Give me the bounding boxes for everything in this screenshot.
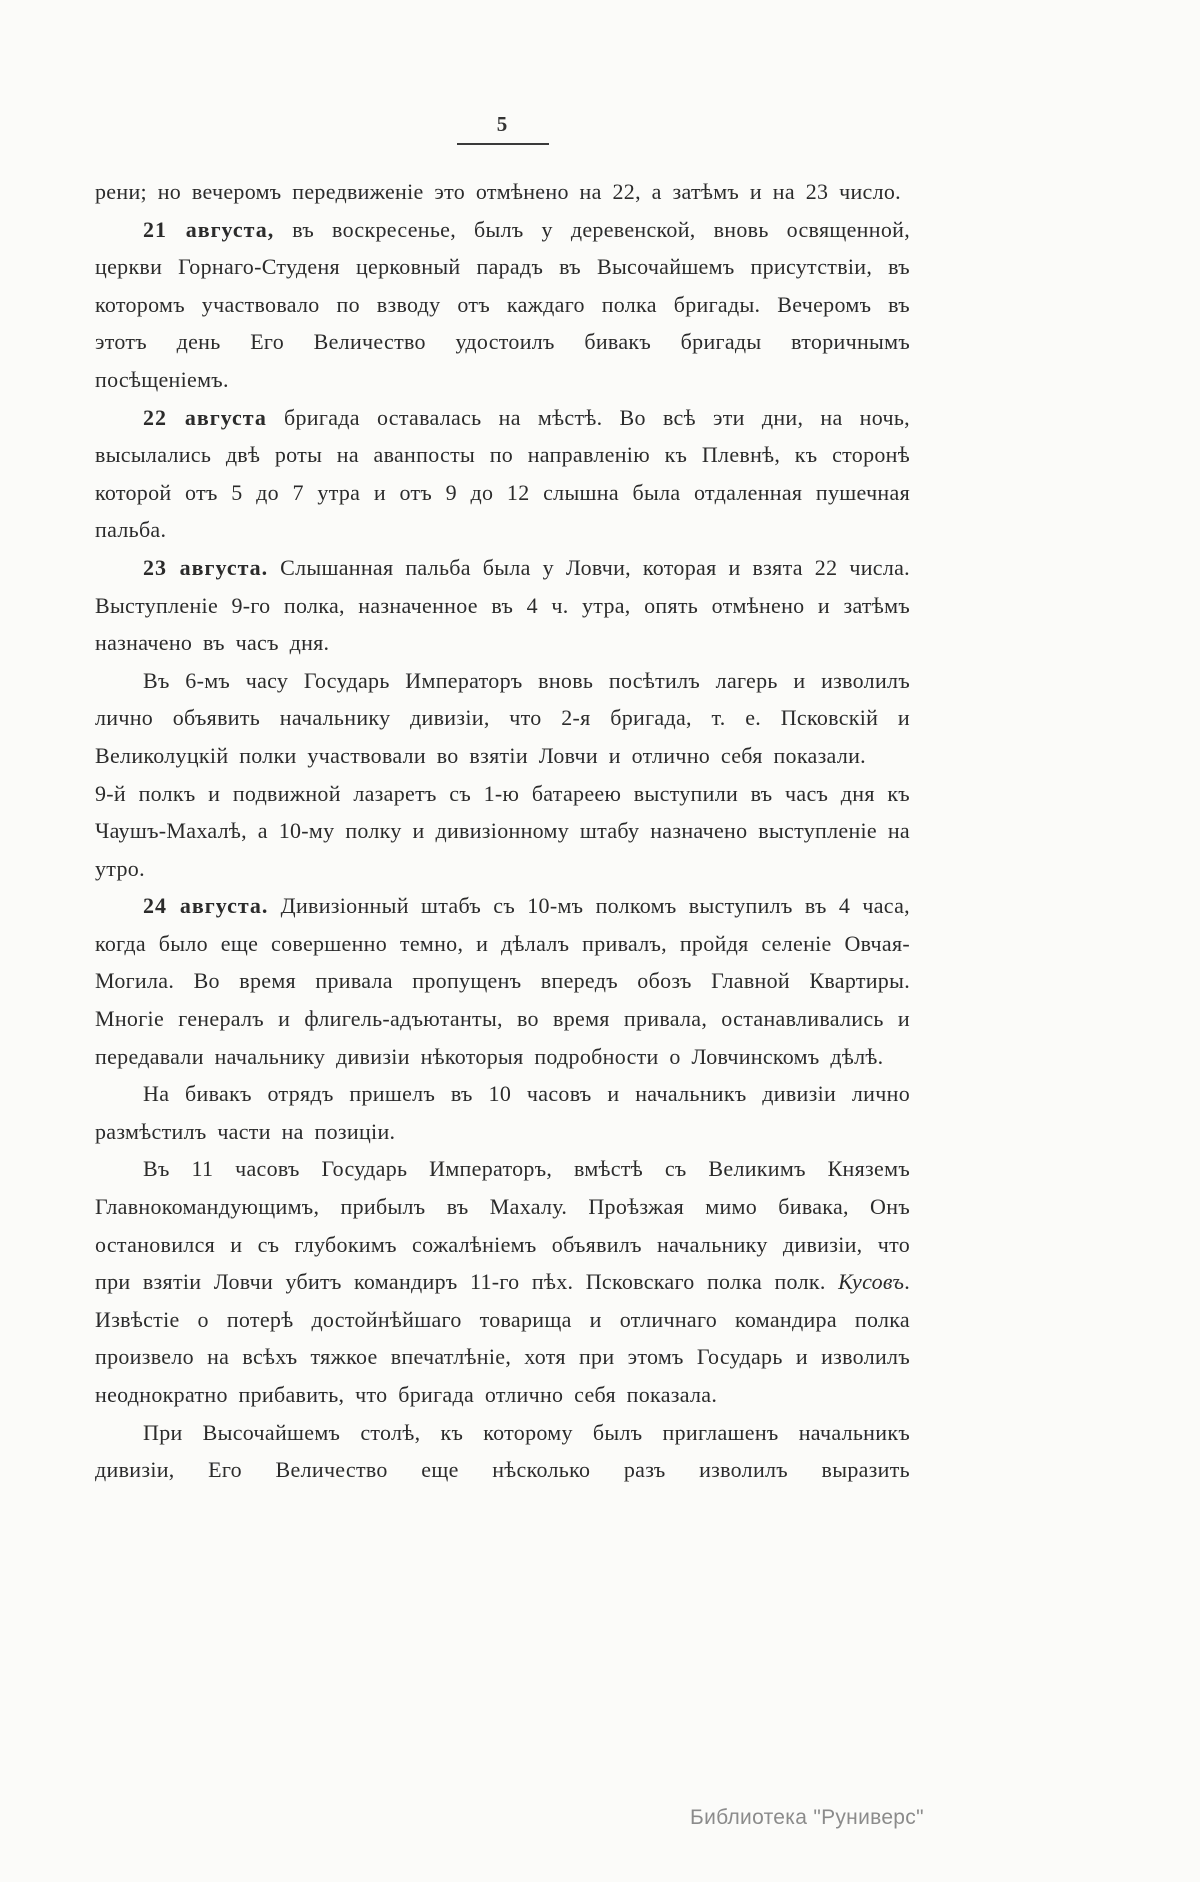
paragraph: [95, 662, 910, 775]
text-segment: При Высочайшемъ столѣ, къ которому былъ приглашенъ начальникъ дивизіи, Его Величество еще нѣсколько разъ изволилъ выразить: [95, 1419, 910, 1483]
text-segment: бригада оставалась на мѣстѣ. Во всѣ эти дни, на ночь, высылались двѣ роты на аванпосты по направленію къ Плевнѣ, къ сторонѣ которой отъ 5 до 7 утра и отъ 9 до 12 слышна была отдаленная пушечная пальба.: [95, 404, 910, 543]
text-segment: въ воскресенье, былъ у деревенской, вновь освященной, церкви Горнаго-Студеня церковный парадъ въ Высочайшемъ присутствіи, въ которомъ участвовало по взводу отъ каждаго полка бригады. Вечеромъ въ этотъ день Его Величество удостоилъ бивакъ бригады вторичнымъ посѣщеніемъ.: [95, 216, 910, 392]
page-number-rule: [457, 143, 549, 145]
text-segment: На бивакъ отрядъ пришелъ въ 10 часовъ и начальникъ дивизіи лично размѣстилъ части на позиціи.: [95, 1081, 910, 1144]
text-segment: Слышанная пальба была у Ловчи, которая и взята 22 числа. Выступленіе 9-го полка, назначенное въ 4 ч. утра, опять отмѣнено и затѣмъ назначено въ часъ дня.: [95, 554, 910, 656]
paragraph: [95, 173, 910, 211]
text-segment: 9-й полкъ и подвижной лазаретъ съ 1-ю батареею выступили въ часъ дня къ Чаушъ-Махалѣ, а 10-му полку и дивизіонному штабу назначено выступленіе на утро.: [95, 780, 910, 881]
date-lead: 23 августа.: [143, 554, 269, 580]
paragraph: [95, 211, 910, 399]
paragraph: [95, 399, 910, 549]
text-segment: Въ 6-мъ часу Государь Императоръ вновь посѣтилъ лагерь и изволилъ лично объявить начальнику дивизіи, что 2-я бригада, т. е. Псковскій и Великолуцкій полки участвовали во взятіи Ловчи и отлично себя показали.: [95, 667, 910, 768]
date-lead: 21 августа,: [143, 216, 275, 242]
paragraph: [95, 1150, 910, 1413]
date-lead: 24 августа.: [143, 893, 269, 919]
paragraph: [95, 887, 910, 1075]
text-segment: . Извѣстіе о потерѣ достойнѣйшаго товарища и отличнаго командира полка произвело на всѣхъ тяжкое впечатлѣніе, хотя при этомъ Государь и изволилъ неоднократно прибавить, что бригада отлично себя показала.: [95, 1269, 910, 1407]
paragraph: [95, 1414, 910, 1489]
paragraph: [95, 1075, 910, 1150]
text-segment: Въ 11 часовъ Государь Императоръ, вмѣстѣ съ Великимъ Княземъ Главнокомандующимъ, прибылъ въ Махалу. Проѣзжая мимо бивака, Онъ остановился и съ глубокимъ сожалѣніемъ объявилъ начальнику дивизіи, что при взятіи Ловчи убитъ командиръ 11-го пѣх. Псковскаго полка полк.: [95, 1156, 910, 1295]
paragraph: [95, 549, 910, 662]
date-lead: 22 августа: [143, 404, 267, 430]
paragraph: [95, 775, 910, 888]
page-number: 5: [496, 112, 509, 136]
page-number-wrap: [95, 112, 910, 145]
text-block: [95, 173, 910, 1489]
text-segment: Дивизіонный штабъ съ 10-мъ полкомъ выступилъ въ 4 часа, когда было еще совершенно темно, и дѣлалъ привалъ, пройдя селеніе Овчая-Могила. Во время привала пропущенъ впередъ обозъ Главной Квартиры. Многіе генералъ и флигель-адъютанты, во время привала, останавливались и передавали начальнику дивизіи нѣкоторыя подробности о Ловчинскомъ дѣлѣ.: [95, 893, 910, 1069]
emphasized-name: Кусовъ: [838, 1269, 905, 1295]
text-segment: рени; но вечеромъ передвиженіе это отмѣнено на 22, а затѣмъ и на 23 число.: [95, 179, 901, 204]
watermark: Библиотека "Руниверс": [690, 1806, 924, 1829]
